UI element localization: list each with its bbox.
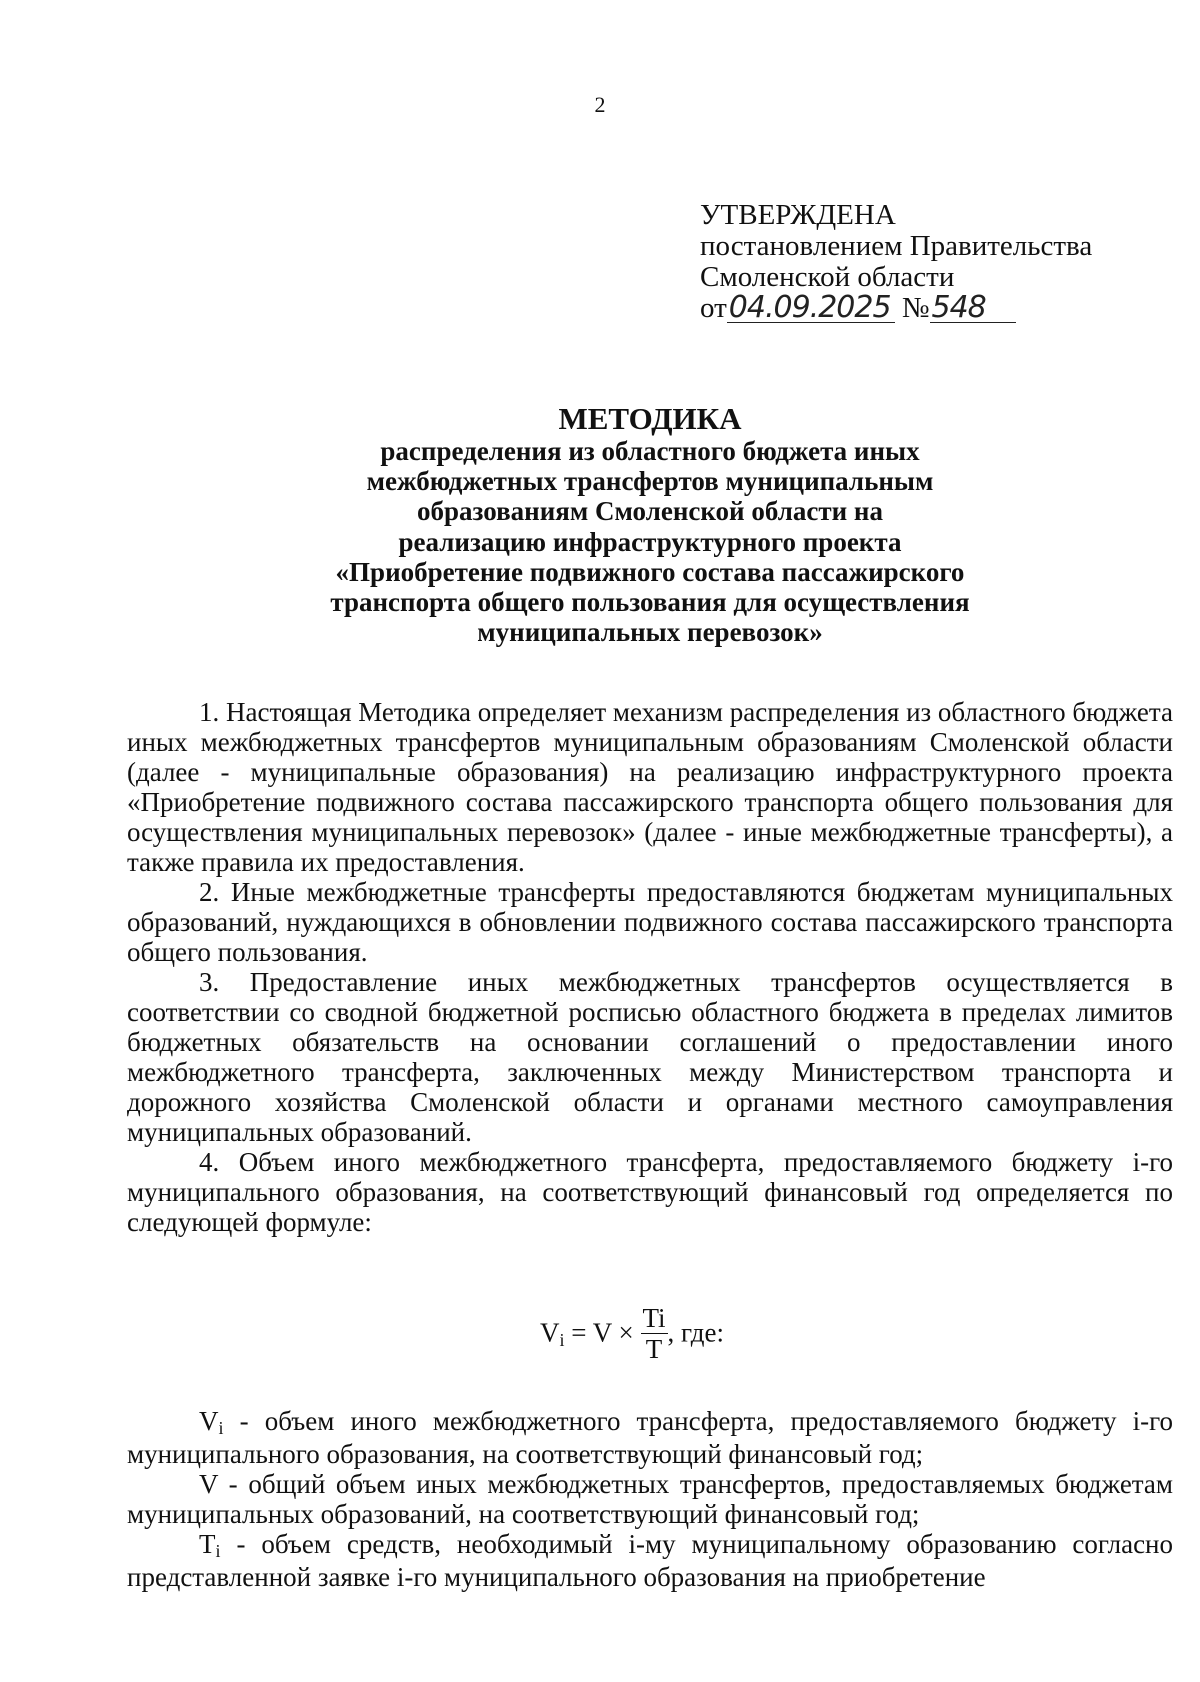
definition-vi-subscript: i: [218, 1418, 224, 1438]
approval-line-resolution: постановлением Правительства: [700, 230, 1093, 262]
definition-vi: [127, 1406, 1173, 1469]
approval-date-number-line: [700, 290, 1092, 325]
paragraph-4: 4. Объем иного межбюджетного трансферта, предоставляемого бюджету i-го муниципального образования, на соответствующий финансовый год определяется по следующей формуле:: [127, 1147, 1173, 1237]
handwritten-number: 548: [930, 294, 1016, 323]
formula-numerator: Ti: [642, 1303, 666, 1333]
paragraph-1: 1. Настоящая Методика определяет механизм распределения из областного бюджета иных межбюджетных трансфертов муниципальным образованиям Смоленской области (далее - муниципальные образования) на реализацию инфраструктурного проекта «Приобретение подвижного состава пассажирского транспорта общего пользования для осуществления муниципальных перевозок» (далее - иные межбюджетные трансферты), а также правила их предоставления.: [127, 697, 1174, 877]
formula-lhs-subscript: i: [559, 1329, 565, 1350]
title-line: транспорта общего пользования для осуществления: [330, 587, 970, 618]
formula-denominator: T: [645, 1334, 663, 1364]
handwritten-date: 04.09.2025: [727, 294, 895, 323]
title-line: «Приобретение подвижного состава пассажирского: [335, 556, 965, 587]
definition-vi-symbol: V: [199, 1406, 219, 1436]
title-line: межбюджетных трансфертов муниципальным: [366, 466, 934, 497]
definition-ti: [127, 1529, 1173, 1592]
approval-heading: УТВЕРЖДЕНА: [700, 199, 896, 231]
definition-ti-subscript: i: [215, 1541, 221, 1561]
definition-vi-text: - объем иного межбюджетного трансферта, предоставляемого бюджету i-го муниципального образования, на соответствующий финансовый год;: [127, 1406, 1173, 1469]
title-line: реализацию инфраструктурного проекта: [398, 526, 902, 557]
formula-equals: = V ×: [564, 1317, 641, 1348]
approval-line-region: Смоленской области: [700, 261, 955, 293]
paragraphs-block: [127, 697, 1173, 1237]
paragraph-2: 2. Иные межбюджетные трансферты предоставляются бюджетам муниципальных образований, нуждающихся в обновлении подвижного состава пассажирского транспорта общего пользования.: [127, 877, 1173, 967]
title-line: распределения из областного бюджета иных: [380, 436, 920, 466]
title-heading: МЕТОДИКА: [558, 401, 742, 436]
page-number: 2: [594, 92, 606, 117]
approval-stamp: [700, 200, 1092, 324]
formula-suffix: , где:: [667, 1317, 724, 1348]
definition-ti-symbol: T: [199, 1529, 216, 1559]
formula-fraction: [641, 1303, 668, 1364]
document-title: [130, 403, 1170, 647]
definitions-block: [127, 1406, 1173, 1592]
number-prefix: №: [901, 292, 930, 324]
date-prefix: от: [700, 292, 727, 324]
title-line: образованиям Смоленской области на: [417, 496, 883, 527]
formula-lhs: V: [540, 1317, 560, 1348]
definition-ti-text: - объем средств, необходимый i-му муниципальному образованию согласно представленной заявке i-го муниципального образования на приобретение: [127, 1529, 1173, 1592]
paragraph-3: 3. Предоставление иных межбюджетных трансфертов осуществляется в соответствии со сводной бюджетной росписью областного бюджета в пределах лимитов бюджетных обязательств на основании соглашений о предоставлении иного межбюджетного трансферта, заключенных между Министерством транспорта и дорожного хозяйства Смоленской области и органами местного самоуправления муниципальных образований.: [127, 967, 1173, 1147]
definition-v: V - общий объем иных межбюджетных трансфертов, предоставляемых бюджетам муниципальных образований, на соответствующий финансовый год;: [127, 1469, 1173, 1529]
title-line: муниципальных перевозок»: [477, 617, 823, 648]
